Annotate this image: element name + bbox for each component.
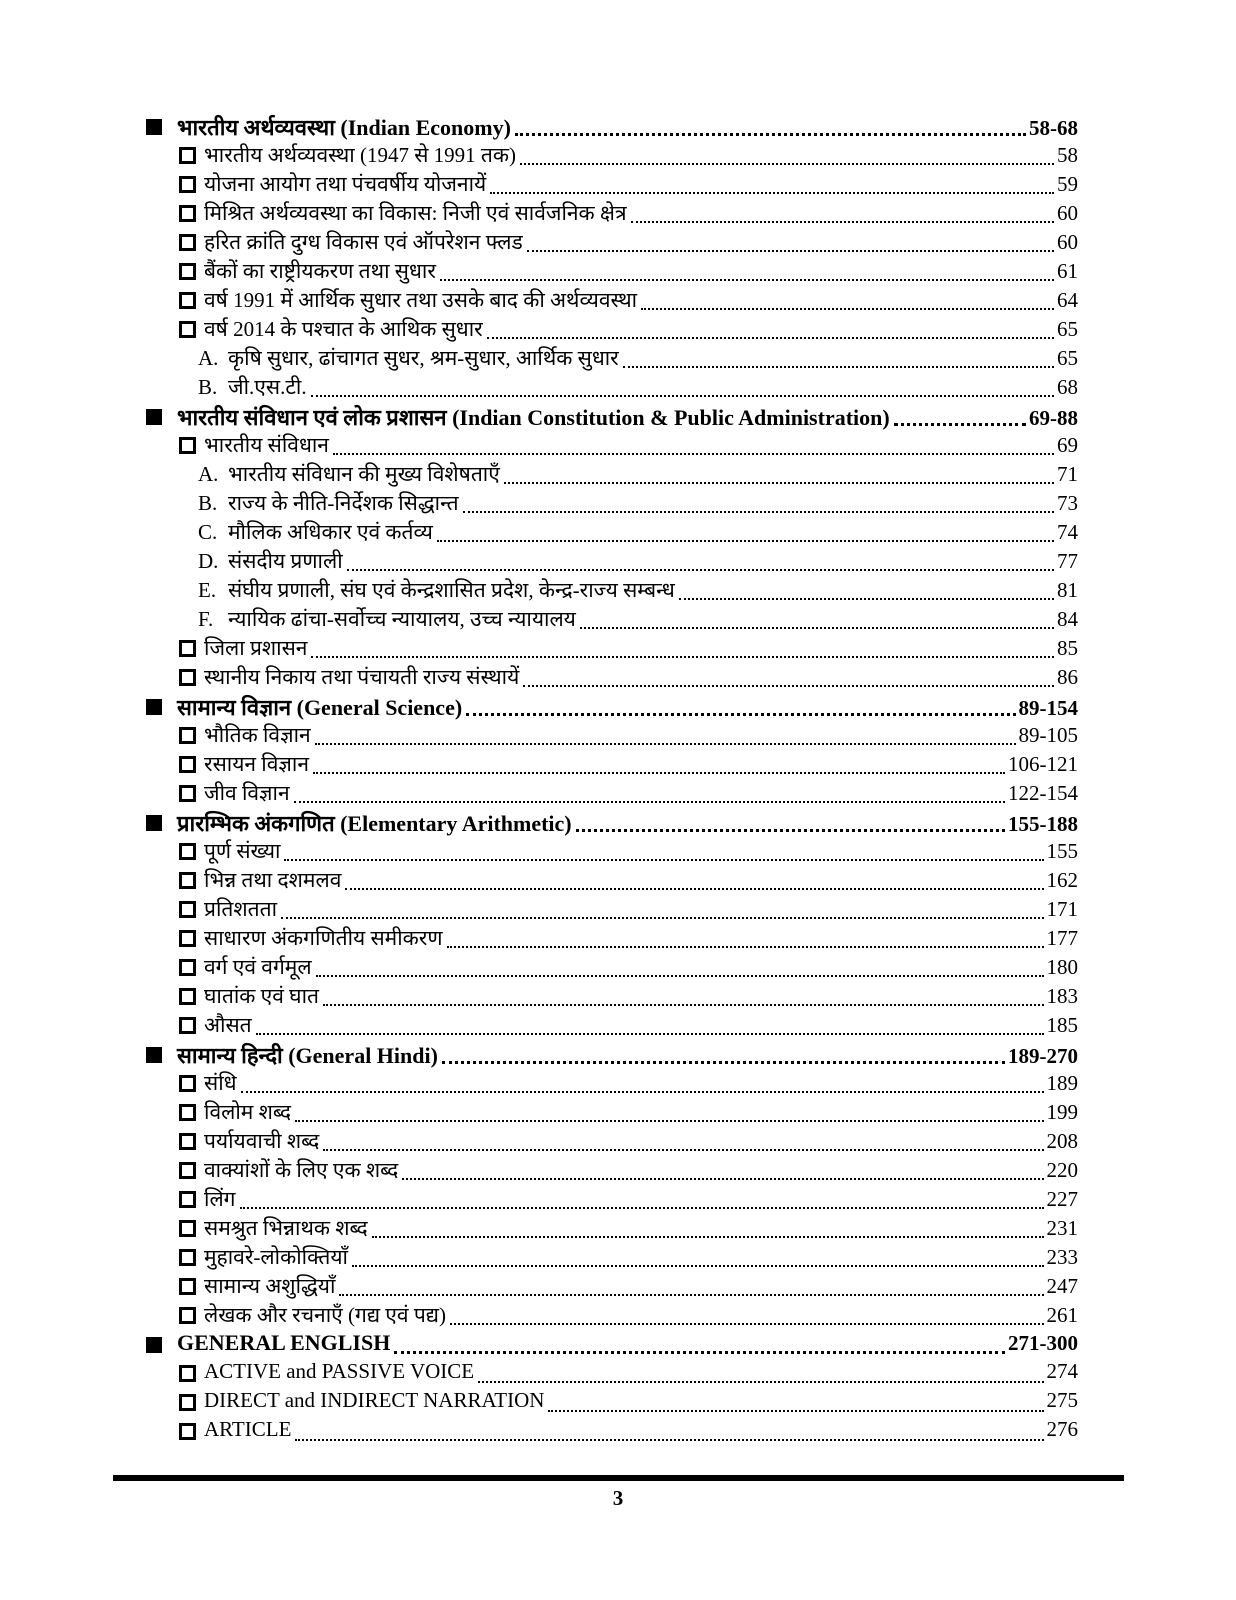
dot-leader — [623, 366, 1054, 368]
toc-entry-page: 58 — [1057, 143, 1078, 167]
toc-entry-page: 64 — [1057, 288, 1078, 312]
toc-entry-page: 69-88 — [1029, 406, 1078, 430]
toc-entry-label: संघीय प्रणाली, संघ एवं केन्द्रशासित प्रदेश, केन्द्र-राज्य सम्बन्ध — [228, 578, 675, 602]
toc-entry — [146, 1359, 1078, 1388]
hollow-square-icon — [179, 988, 196, 1005]
dot-leader — [515, 133, 1026, 136]
dot-leader — [487, 337, 1054, 339]
dot-leader — [295, 1439, 1043, 1441]
toc-entry — [146, 112, 1078, 141]
dot-leader — [520, 163, 1054, 165]
toc-entry-page: 60 — [1057, 201, 1078, 225]
toc-entry — [146, 634, 1078, 663]
dot-leader — [523, 685, 1054, 687]
toc-entry-page: 71 — [1057, 462, 1078, 486]
toc-entry-label: ACTIVE and PASSIVE VOICE — [204, 1359, 475, 1383]
dot-leader — [447, 946, 1044, 948]
hollow-square-icon — [179, 1249, 196, 1266]
filled-square-icon — [146, 119, 162, 135]
toc-entry — [146, 547, 1078, 576]
toc-entry-page: 69 — [1057, 433, 1078, 457]
toc-entry-label: भारतीय संविधान की मुख्य विशेषताएँ — [228, 462, 500, 486]
toc-entry-page: 227 — [1046, 1187, 1078, 1211]
toc-entry — [146, 1069, 1078, 1098]
dot-leader — [576, 829, 1005, 832]
footer-page-number: 3 — [612, 1486, 624, 1510]
toc-entry-page: 261 — [1046, 1303, 1078, 1327]
toc-entry-label: DIRECT and INDIRECT NARRATION — [204, 1388, 545, 1412]
toc-entry-page: 155-188 — [1008, 812, 1078, 836]
toc-entry-label: वर्ग एवं वर्गमूल — [204, 955, 312, 979]
toc-entry — [146, 837, 1078, 866]
toc-entry-label: हरित क्रांति दुग्ध विकास एवं ऑपरेशन फ्लड — [204, 230, 523, 254]
toc-entry-letter: E. — [198, 578, 217, 602]
toc-entry-page: 274 — [1046, 1359, 1078, 1383]
toc-entry-label: जिला प्रशासन — [204, 636, 308, 660]
dot-leader — [352, 1265, 1044, 1267]
toc-entry-label: भारतीय संविधान एवं लोक प्रशासन (Indian Constitution & Public Administration) — [177, 405, 890, 430]
toc-entry — [146, 489, 1078, 518]
hollow-square-icon — [179, 1075, 196, 1092]
toc-entry-page: 275 — [1046, 1388, 1078, 1412]
hollow-square-icon — [179, 292, 196, 309]
dot-leader — [295, 1120, 1043, 1122]
toc-entry-label: सामान्य हिन्दी (General Hindi) — [177, 1043, 438, 1068]
toc-entry-label: प्रतिशतता — [204, 897, 278, 921]
dot-leader — [311, 395, 1054, 397]
footer-rule — [113, 1475, 1124, 1481]
hollow-square-icon — [179, 959, 196, 976]
hollow-square-icon — [179, 1133, 196, 1150]
toc-entry-label: मुहावरे-लोकोक्तियाँ — [204, 1245, 348, 1269]
toc-entry-page: 189-270 — [1008, 1044, 1078, 1068]
toc-entry-label: रसायन विज्ञान — [204, 752, 309, 776]
toc-entry-page: 233 — [1046, 1245, 1078, 1269]
toc-entry-letter: F. — [198, 607, 214, 631]
dot-leader — [311, 656, 1054, 658]
toc-entry-label: मौलिक अधिकार एवं कर्तव्य — [228, 520, 433, 544]
hollow-square-icon — [179, 1104, 196, 1121]
toc-entry-label: वाक्यांशों के लिए एक शब्द — [204, 1158, 399, 1182]
dot-leader — [284, 859, 1043, 861]
toc-entry — [146, 1301, 1078, 1330]
dot-leader — [256, 1033, 1044, 1035]
toc-entry — [146, 1098, 1078, 1127]
filled-square-icon — [146, 699, 162, 715]
toc-entry — [146, 228, 1078, 257]
toc-entry-label: कृषि सुधार, ढांचागत सुधर, श्रम-सुधार, आर्थिक सुधार — [228, 346, 619, 370]
dot-leader — [641, 308, 1054, 310]
toc-entry-page: 65 — [1057, 346, 1078, 370]
toc-entry-label: सामान्य अशुद्धियाँ — [204, 1274, 336, 1298]
toc-entry-page: 183 — [1046, 984, 1078, 1008]
toc-entry-page: 177 — [1046, 926, 1078, 950]
hollow-square-icon — [179, 901, 196, 918]
toc-entry — [146, 663, 1078, 692]
hollow-square-icon — [179, 1017, 196, 1034]
filled-square-icon — [146, 815, 162, 831]
filled-square-icon — [146, 1047, 162, 1063]
hollow-square-icon — [179, 437, 196, 454]
toc-entry-page: 122-154 — [1008, 781, 1078, 805]
dot-leader — [504, 482, 1054, 484]
dot-leader — [316, 975, 1044, 977]
toc-entry — [146, 1040, 1078, 1069]
toc-entry-letter: C. — [198, 520, 218, 544]
toc-entry-label: लिंग — [204, 1187, 236, 1211]
toc-entry-page: 60 — [1057, 230, 1078, 254]
toc-entry-page: 77 — [1057, 549, 1078, 573]
toc-entry-label: बैंकों का राष्ट्रीयकरण तथा सुधार — [204, 259, 436, 283]
dot-leader — [580, 627, 1054, 629]
toc-entry-page: 89-105 — [1018, 723, 1078, 747]
hollow-square-icon — [179, 147, 196, 164]
toc-entry-page: 85 — [1057, 636, 1078, 660]
toc-entry-label: संधि — [204, 1071, 237, 1095]
dot-leader — [345, 888, 1043, 890]
toc-entry-page: 231 — [1046, 1216, 1078, 1240]
hollow-square-icon — [179, 1307, 196, 1324]
toc-entry — [146, 1156, 1078, 1185]
toc-entry — [146, 1127, 1078, 1156]
toc-entry-letter: A. — [198, 346, 219, 370]
toc-entry-page: 199 — [1046, 1100, 1078, 1124]
toc-entry-label: भौतिक विज्ञान — [204, 723, 311, 747]
dot-leader — [394, 1351, 1005, 1354]
dot-leader — [313, 772, 1005, 774]
toc-entry — [146, 1330, 1078, 1359]
toc-entry-page: 58-68 — [1029, 116, 1078, 140]
toc-entry — [146, 808, 1078, 837]
hollow-square-icon — [179, 1162, 196, 1179]
hollow-square-icon — [179, 640, 196, 657]
toc-entry-label: भारतीय अर्थव्यवस्था (1947 से 1991 तक) — [204, 143, 517, 167]
dot-leader — [631, 221, 1054, 223]
toc-entry-page: 65 — [1057, 317, 1078, 341]
toc-entry-label: स्थानीय निकाय तथा पंचायती राज्य संस्थायें — [204, 665, 520, 689]
toc-entry — [146, 431, 1078, 460]
toc-entry-letter: B. — [198, 491, 218, 515]
toc-entry-label: पूर्ण संख्या — [204, 839, 281, 863]
toc-entry-page: 59 — [1057, 172, 1078, 196]
hollow-square-icon — [179, 872, 196, 889]
dot-leader — [323, 1004, 1044, 1006]
toc-entry — [146, 721, 1078, 750]
dot-leader — [437, 540, 1054, 542]
toc-entry-label: लेखक और रचनाएँ (गद्य एवं पद्य) — [204, 1303, 446, 1327]
dot-leader — [333, 453, 1054, 455]
hollow-square-icon — [179, 843, 196, 860]
toc-entry — [146, 1243, 1078, 1272]
toc-entry-page: 155 — [1046, 839, 1078, 863]
toc-entry-label: प्रारम्भिक अंकगणित (Elementary Arithmetic) — [177, 811, 572, 836]
hollow-square-icon — [179, 727, 196, 744]
hollow-square-icon — [179, 234, 196, 251]
hollow-square-icon — [179, 1423, 196, 1440]
toc-entry-page: 276 — [1046, 1417, 1078, 1441]
toc-entry-label: घातांक एवं घात — [204, 984, 319, 1008]
dot-leader — [294, 801, 1005, 803]
toc-entry-page: 61 — [1057, 259, 1078, 283]
toc-entry-page: 86 — [1057, 665, 1078, 689]
toc-entry — [146, 257, 1078, 286]
toc-entry — [146, 286, 1078, 315]
toc-entry-page: 247 — [1046, 1274, 1078, 1298]
toc-entry-label: औसत — [204, 1013, 252, 1037]
toc-entry-label: भारतीय संविधान — [204, 433, 329, 457]
toc-entry-label: विलोम शब्द — [204, 1100, 292, 1124]
toc-entry-page: 162 — [1046, 868, 1078, 892]
toc-entry-page: 74 — [1057, 520, 1078, 544]
dot-leader — [402, 1178, 1043, 1180]
toc-entry-label: सामान्य विज्ञान (General Science) — [177, 695, 463, 720]
toc-entry-label: भारतीय अर्थव्यवस्था (Indian Economy) — [177, 115, 511, 140]
toc-entry-page: 84 — [1057, 607, 1078, 631]
dot-leader — [240, 1207, 1044, 1209]
toc-entry-letter: B. — [198, 375, 218, 399]
dot-leader — [440, 279, 1054, 281]
table-of-contents — [146, 112, 1078, 1446]
dot-leader — [466, 713, 1015, 716]
dot-leader — [548, 1410, 1043, 1412]
toc-entry — [146, 141, 1078, 170]
toc-entry-page: 171 — [1046, 897, 1078, 921]
toc-entry-page: 89-154 — [1018, 696, 1078, 720]
dot-leader — [679, 598, 1054, 600]
dot-leader — [339, 1294, 1043, 1296]
dot-leader — [490, 192, 1054, 194]
toc-entry — [146, 170, 1078, 199]
toc-entry — [146, 460, 1078, 489]
toc-entry — [146, 518, 1078, 547]
toc-entry — [146, 866, 1078, 895]
toc-entry — [146, 344, 1078, 373]
toc-entry-label: भिन्न तथा दशमलव — [204, 868, 342, 892]
toc-entry-label: जीव विज्ञान — [204, 781, 290, 805]
toc-entry-page: 185 — [1046, 1013, 1078, 1037]
toc-entry-page: 68 — [1057, 375, 1078, 399]
hollow-square-icon — [179, 321, 196, 338]
dot-leader — [323, 1149, 1043, 1151]
filled-square-icon — [146, 409, 162, 425]
toc-entry-page: 180 — [1046, 955, 1078, 979]
filled-square-icon — [146, 1337, 162, 1353]
toc-entry-label: संसदीय प्रणाली — [228, 549, 343, 573]
toc-entry — [146, 692, 1078, 721]
hollow-square-icon — [179, 785, 196, 802]
dot-leader — [281, 917, 1043, 919]
toc-entry — [146, 982, 1078, 1011]
toc-entry — [146, 750, 1078, 779]
hollow-square-icon — [179, 205, 196, 222]
hollow-square-icon — [179, 756, 196, 773]
toc-entry — [146, 373, 1078, 402]
dot-leader — [450, 1323, 1044, 1325]
hollow-square-icon — [179, 1278, 196, 1295]
toc-entry-label: वर्ष 1991 में आर्थिक सुधार तथा उसके बाद की अर्थव्यवस्था — [204, 288, 638, 312]
dot-leader — [241, 1091, 1044, 1093]
toc-entry-label: न्यायिक ढांचा-सर्वोच्च न्यायालय, उच्च न्यायालय — [228, 607, 576, 631]
dot-leader — [894, 423, 1026, 426]
toc-entry-label: राज्य के नीति-निर्देशक सिद्धान्त — [228, 491, 459, 515]
toc-entry-letter: A. — [198, 462, 219, 486]
toc-entry — [146, 605, 1078, 634]
hollow-square-icon — [179, 176, 196, 193]
toc-entry — [146, 315, 1078, 344]
toc-entry — [146, 1214, 1078, 1243]
toc-entry — [146, 1272, 1078, 1301]
toc-entry-page: 220 — [1046, 1158, 1078, 1182]
toc-entry-page: 81 — [1057, 578, 1078, 602]
toc-entry — [146, 1417, 1078, 1446]
toc-entry — [146, 402, 1078, 431]
toc-entry-label: जी.एस.टी. — [228, 375, 307, 399]
dot-leader — [527, 250, 1054, 252]
hollow-square-icon — [179, 1191, 196, 1208]
toc-entry-label: समश्रुत भिन्नाथक शब्द — [204, 1216, 368, 1240]
toc-entry-page: 208 — [1046, 1129, 1078, 1153]
toc-entry — [146, 1185, 1078, 1214]
dot-leader — [347, 569, 1054, 571]
dot-leader — [463, 511, 1054, 513]
toc-entry — [146, 953, 1078, 982]
toc-entry-page: 189 — [1046, 1071, 1078, 1095]
toc-entry-label: योजना आयोग तथा पंचवर्षीय योजनायें — [204, 172, 487, 196]
toc-entry — [146, 1388, 1078, 1417]
toc-entry — [146, 895, 1078, 924]
toc-entry-label: वर्ष 2014 के पश्चात के आथिक सुधार — [204, 317, 483, 341]
toc-entry-letter: D. — [198, 549, 219, 573]
dot-leader — [442, 1061, 1005, 1064]
toc-entry — [146, 576, 1078, 605]
dot-leader — [478, 1381, 1043, 1383]
toc-entry-label: पर्यायवाची शब्द — [204, 1129, 320, 1153]
toc-entry-page: 271-300 — [1008, 1331, 1078, 1355]
toc-entry-label: ARTICLE — [204, 1417, 292, 1441]
dot-leader — [372, 1236, 1044, 1238]
toc-entry-label: GENERAL ENGLISH — [177, 1330, 391, 1355]
toc-entry — [146, 779, 1078, 808]
hollow-square-icon — [179, 1220, 196, 1237]
toc-entry-page: 73 — [1057, 491, 1078, 515]
hollow-square-icon — [179, 263, 196, 280]
toc-entry-label: साधारण अंकगणितीय समीकरण — [204, 926, 443, 950]
toc-entry-page: 106-121 — [1008, 752, 1078, 776]
toc-entry — [146, 924, 1078, 953]
toc-entry — [146, 1011, 1078, 1040]
hollow-square-icon — [179, 669, 196, 686]
hollow-square-icon — [179, 1394, 196, 1411]
hollow-square-icon — [179, 1365, 196, 1382]
toc-entry — [146, 199, 1078, 228]
toc-entry-label: मिश्रित अर्थव्यवस्था का विकास: निजी एवं सार्वजनिक क्षेत्र — [204, 201, 627, 225]
hollow-square-icon — [179, 930, 196, 947]
dot-leader — [315, 743, 1016, 745]
